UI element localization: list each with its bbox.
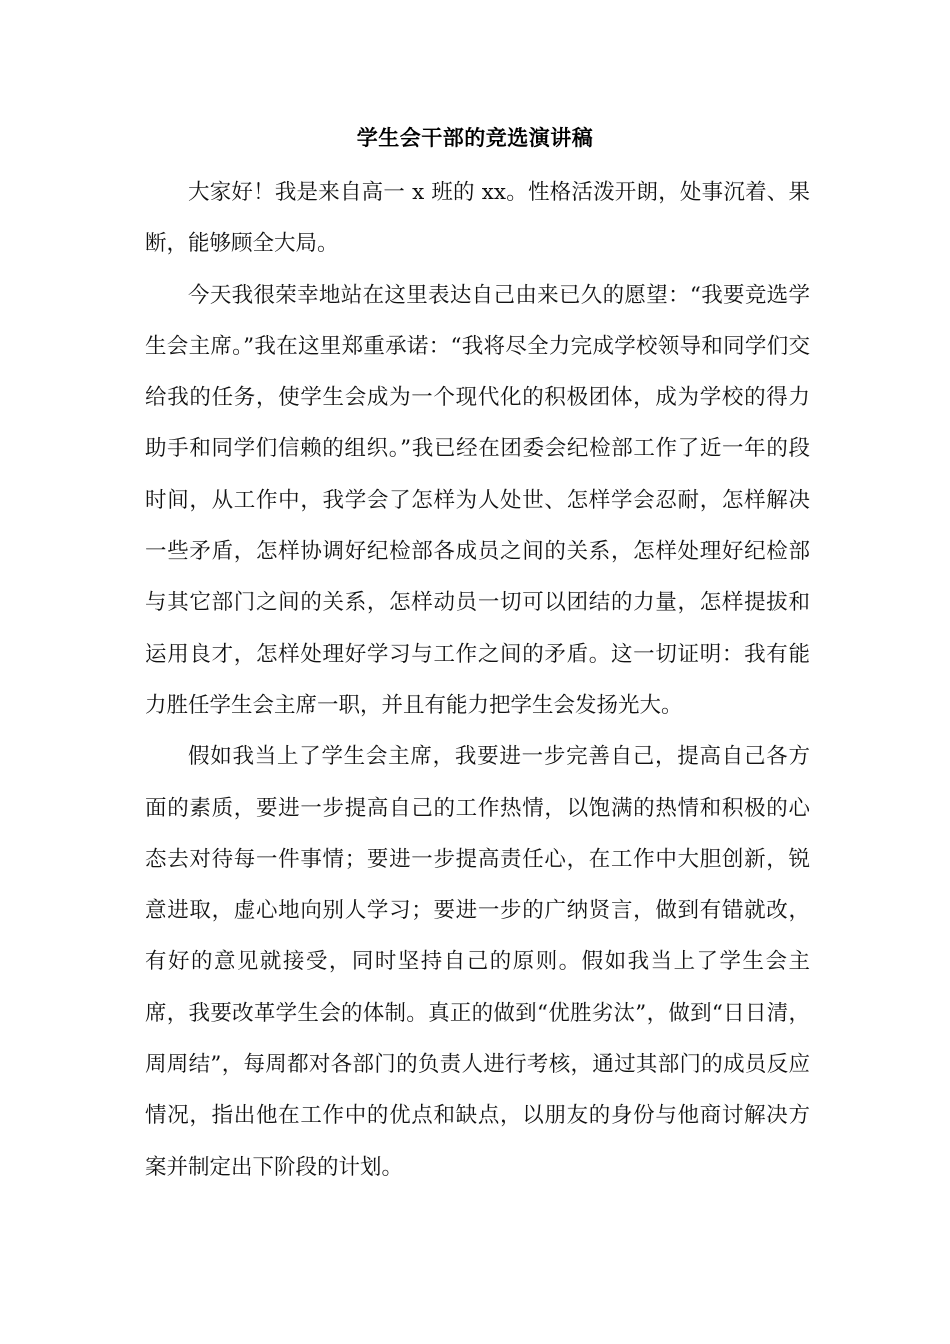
document-title: 学生会干部的竞选演讲稿	[356, 126, 594, 150]
paragraph-plans: 假如我当上了学生会主席，我要进一步完善自己，提高自己各方面的素质，要进一步提高自己的工作热情，以饱满的热情和积极的心态去对待每一件事情；要进一步提高责任心，在工作中大胆创新，锐意进取，虚心地向别人学习；要进一步的广纳贤言，做到有错就改，有好的意见就接受，同时坚持自己的原则。假如我当上了学生会主席，我要改革学生会的体制。真正的做到“优胜劣汰”，做到“日日清，周周结”，每周都对各部门的负责人进行考核，通过其部门的成员反应情况，指出他在工作中的优点和缺点，以朋友的身份与他商讨解决方案并制定出下阶段的计划。	[145, 744, 810, 1180]
paragraph-aspiration: 今天我很荣幸地站在这里表达自己由来已久的愿望：“我要竞选学生会主席。”我在这里郑重承诺：“我将尽全力完成学校领导和同学们交给我的任务，使学生会成为一个现代化的积极团体，成为学校的得力助手和同学们信赖的组织。”我已经在团委会纪检部工作了近一年的段时间，从工作中，我学会了怎样为人处世、怎样学会忍耐，怎样解决一些矛盾，怎样协调好纪检部各成员之间的关系，怎样处理好纪检部与其它部门之间的关系，怎样动员一切可以团结的力量，怎样提拔和运用良才，怎样处理好学习与工作之间的矛盾。这一切证明：我有能力胜任学生会主席一职，并且有能力把学生会发扬光大。	[145, 282, 810, 718]
document-body	[145, 167, 810, 1193]
paragraph-greeting: 大家好！我是来自高一 x 班的 xx。性格活泼开朗，处事沉着、果断，能够顾全大局。	[145, 180, 810, 257]
